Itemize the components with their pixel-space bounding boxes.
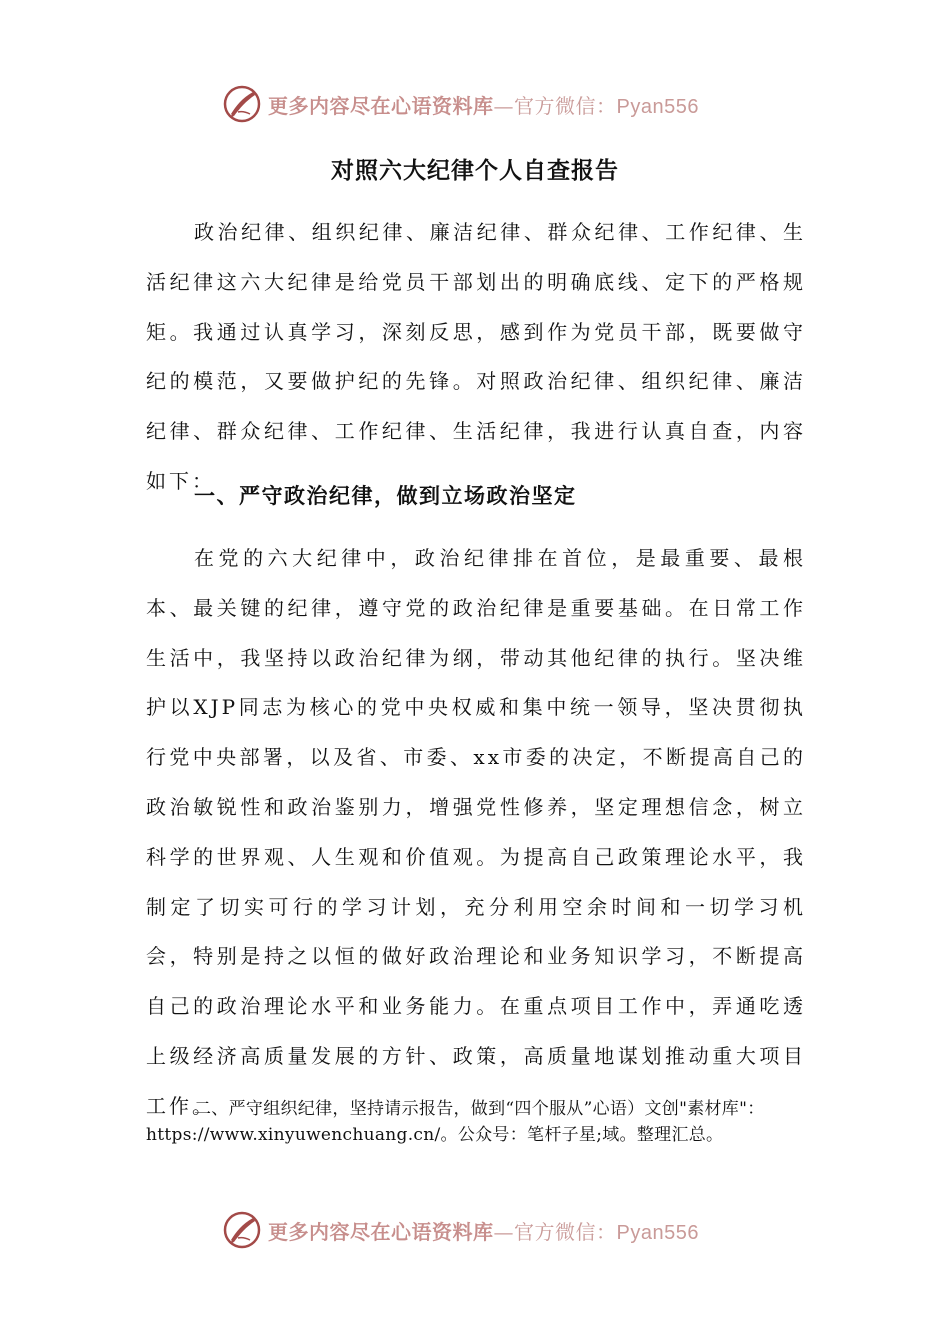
watermark-dash: —: [493, 93, 514, 118]
section-1-paragraph: 在党的六大纪律中，政治纪律排在首位，是最重要、最根本、最关键的纪律，遵守党的政治纪律是重要基础。在日常工作生活中，我坚持以政治纪律为纲，带动其他纪律的执行。坚决维护以XJP同志为核心的党中央权威和集中统一领导，坚决贯彻执行党中央部署，以及省、市委、xx市委的决定，不断提高自己的政治敏锐性和政治鉴别力，增强党性修养，坚定理想信念，树立科学的世界观、人生观和价值观。为提高自己政策理论水平，我制定了切实可行的学习计划，充分利用空余时间和一切学习机会，特别是持之以恒的做好政治理论和业务知识学习，不断提高自己的政治理论水平和业务能力。在重点项目工作中，弄通吃透上级经济高质量发展的方针、政策，高质量地谋划推动重大项目工作。: [146, 546, 806, 1118]
section-2-paragraph: 二、严守组织纪律，坚持请示报告，做到“四个服从”心语）文创"素材库"：https://www.xinyuwenchuang.cn/。公众号：笔杆子星;域。整理汇总。: [146, 1099, 765, 1145]
watermark-dash: —: [493, 1219, 514, 1244]
watermark-text: [268, 90, 699, 119]
document-title: 对照六大纪律个人自查报告: [331, 157, 619, 184]
watermark-wechat-label: 官方微信：: [514, 93, 617, 118]
watermark-wechat-id: Pyan556: [616, 1221, 699, 1244]
section-1-heading: 一、严守政治纪律，做到立场政治坚定: [194, 483, 577, 508]
pen-logo-icon: [222, 84, 262, 124]
footer-watermark-banner: [222, 1208, 742, 1252]
intro-paragraph: 政治纪律、组织纪律、廉洁纪律、群众纪律、工作纪律、生活纪律这六大纪律是给党员干部划出的明确底线、定下的严格规矩。我通过认真学习，深刻反思，感到作为党员干部，既要做守纪的模范，又要做护纪的先锋。对照政治纪律、组织纪律、廉洁纪律、群众纪律、工作纪律、生活纪律，我进行认真自查，内容如下：: [146, 220, 806, 493]
watermark-text: [268, 1216, 699, 1245]
watermark-brand: 更多内容尽在心语资料库: [268, 93, 494, 118]
header-watermark-banner: [222, 82, 742, 126]
pen-logo-icon: [222, 1210, 262, 1250]
watermark-wechat-id: Pyan556: [616, 95, 699, 118]
watermark-wechat-label: 官方微信：: [514, 1219, 617, 1244]
watermark-brand: 更多内容尽在心语资料库: [268, 1219, 494, 1244]
